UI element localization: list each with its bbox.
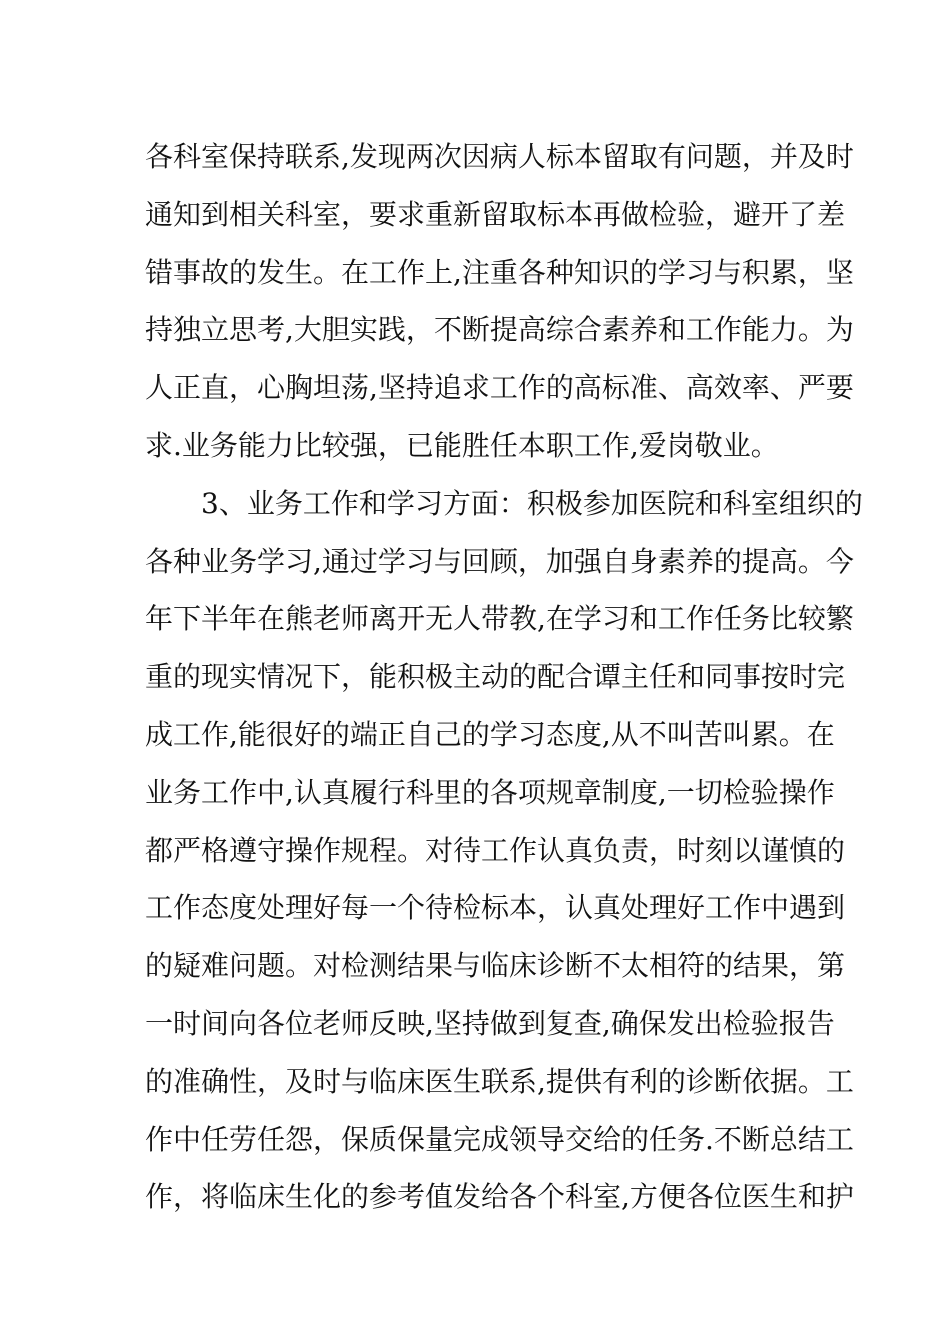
text-line: 工作态度处理好每一个待检标本，认真处理好工作中遇到 (145, 891, 846, 925)
text-line: 作，将临床生化的参考值发给各个科室,方便各位医生和护 (145, 1180, 854, 1214)
text-line: 持独立思考,大胆实践，不断提高综合素养和工作能力。为 (145, 313, 854, 347)
text-line: 业务工作中,认真履行科里的各项规章制度,一切检验操作 (145, 775, 835, 809)
text-line: 成工作,能很好的端正自己的学习态度,从不叫苦叫累。在 (145, 717, 835, 751)
body-text (145, 128, 863, 1226)
text-line: 的疑难问题。对检测结果与临床诊断不太相符的结果，第 (145, 949, 846, 983)
text-line: 年下半年在熊老师离开无人带教,在学习和工作任务比较繁 (145, 602, 854, 636)
text-line: 通知到相关科室，要求重新留取标本再做检验，避开了差 (145, 197, 846, 231)
text-line: 重的现实情况下，能积极主动的配合谭主任和同事按时完 (145, 660, 846, 694)
text-line: 各科室保持联系,发现两次因病人标本留取有问题，并及时 (145, 140, 854, 173)
text-line: 都严格遵守操作规程。对待工作认真负责，时刻以谨慎的 (145, 833, 846, 867)
text-line: 求.业务能力比较强，已能胜任本职工作,爱岗敬业。 (145, 428, 779, 462)
text-line: 错事故的发生。在工作上,注重各种知识的学习与积累，坚 (145, 255, 854, 289)
paragraph-start-line: 3、业务工作和学习方面：积极参加医院和科室组织的 (201, 486, 863, 520)
text-line: 一时间向各位老师反映,坚持做到复查,确保发出检验报告 (145, 1006, 835, 1040)
text-line: 各种业务学习,通过学习与回顾，加强自身素养的提高。今 (145, 544, 854, 578)
text-line: 的准确性，及时与临床医生联系,提供有利的诊断依据。工 (145, 1064, 854, 1098)
text-line: 人正直，心胸坦荡,坚持追求工作的高标准、高效率、严要 (145, 371, 854, 405)
text-line: 作中任劳任怨，保质保量完成领导交给的任务.不断总结工 (145, 1122, 854, 1156)
